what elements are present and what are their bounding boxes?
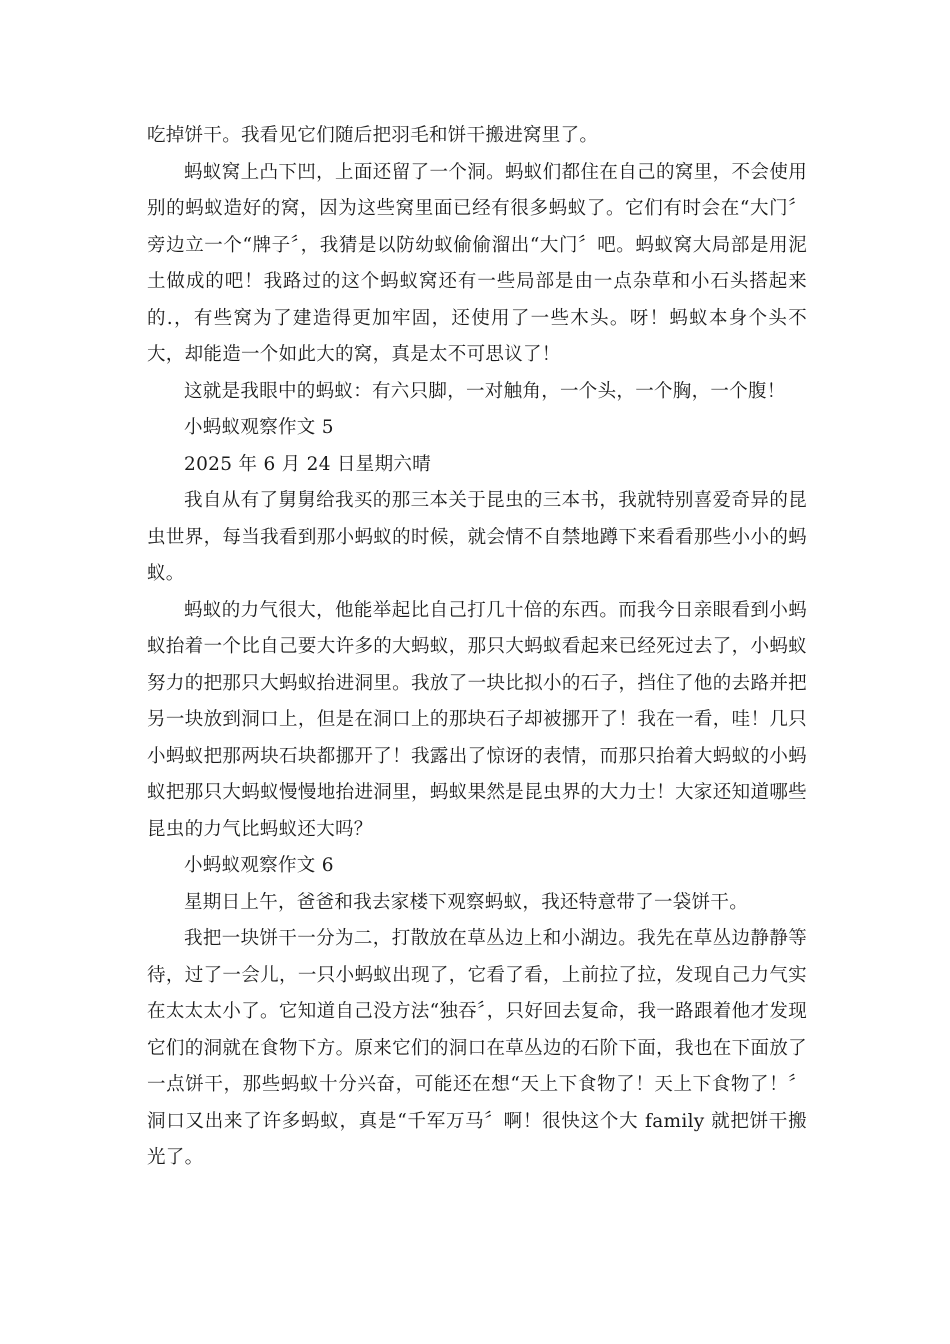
paragraph-continuation: 吃掉饼干。我看见它们随后把羽毛和饼干搬进窝里了。	[147, 125, 599, 146]
document-body	[147, 118, 807, 1177]
paragraph-sunday-morning: 星期日上午，爸爸和我去家楼下观察蚂蚁，我还特意带了一袋饼干。	[184, 891, 749, 913]
essay-heading-6: 小蚂蚁观察作文 6	[184, 855, 334, 876]
paragraph-insect-books: 我自从有了舅舅给我买的那三本关于昆虫的三本书，我就特别喜爱奇异的昆虫世界，每当我看到那小蚂蚁的时候，就会情不自禁地蹲下来看看那些小小的蚂蚁。	[147, 490, 807, 584]
essay-date-line: 2025 年 6 月 24 日星期六晴	[184, 453, 431, 475]
paragraph-ant-strength: 蚂蚁的力气很大，他能举起比自己打几十倍的东西。而我今日亲眼看到小蚂蚁抬着一个比自己要大许多的大蚂蚁，那只大蚂蚁看起来已经死过去了，小蚂蚁努力的把那只大蚂蚁抬进洞里。我放了一块比拟小的石子，挡住了他的去路并把另一块放到洞口上，但是在洞口上的那块石子却被挪开了！我在一看，哇！几只小蚂蚁把那两块石块都挪开了！我露出了惊讶的表情，而那只抬着大蚂蚁的小蚂蚁把那只大蚂蚁慢慢地抬进洞里，蚂蚁果然是昆虫界的大力士！大家还知道哪些昆虫的力气比蚂蚁还大吗？	[147, 599, 807, 840]
essay-heading-5: 小蚂蚁观察作文 5	[184, 417, 334, 438]
paragraph-ant-summary: 这就是我眼中的蚂蚁：有六只脚，一对触角，一个头，一个胸，一个腹！	[184, 380, 786, 402]
paragraph-biscuit-experiment: 我把一块饼干一分为二，打散放在草丛边上和小湖边。我先在草丛边静静等待，过了一会儿，一只小蚂蚁出现了，它看了看，上前拉了拉，发现自己力气实在太太太小了。它知道自己没方法“独吞〞，只好回去复命，我一路跟着他才发现它们的洞就在食物下方。原来它们的洞口在草丛边的石阶下面，我也在下面放了一点饼干，那些蚂蚁十分兴奋，可能还在想“天上下食物了！天上下食物了！〞洞口又出来了许多蚂蚁，真是“千军万马〞啊！很快这个大 family 就把饼干搬光了。	[147, 928, 807, 1168]
paragraph-ant-nest: 蚂蚁窝上凸下凹，上面还留了一个洞。蚂蚁们都住在自己的窝里，不会使用别的蚂蚁造好的窝，因为这些窝里面已经有很多蚂蚁了。它们有时会在“大门〞旁边立一个“牌子〞，我猜是以防幼蚁偷偷溜出“大门〞吧。蚂蚁窝大局部是用泥土做成的吧！我路过的这个蚂蚁窝还有一些局部是由一点杂草和小石头搭起来的.，有些窝为了建造得更加牢固，还使用了一些木头。呀！蚂蚁本身个头不大，却能造一个如此大的窝，真是太不可思议了！	[147, 161, 807, 365]
